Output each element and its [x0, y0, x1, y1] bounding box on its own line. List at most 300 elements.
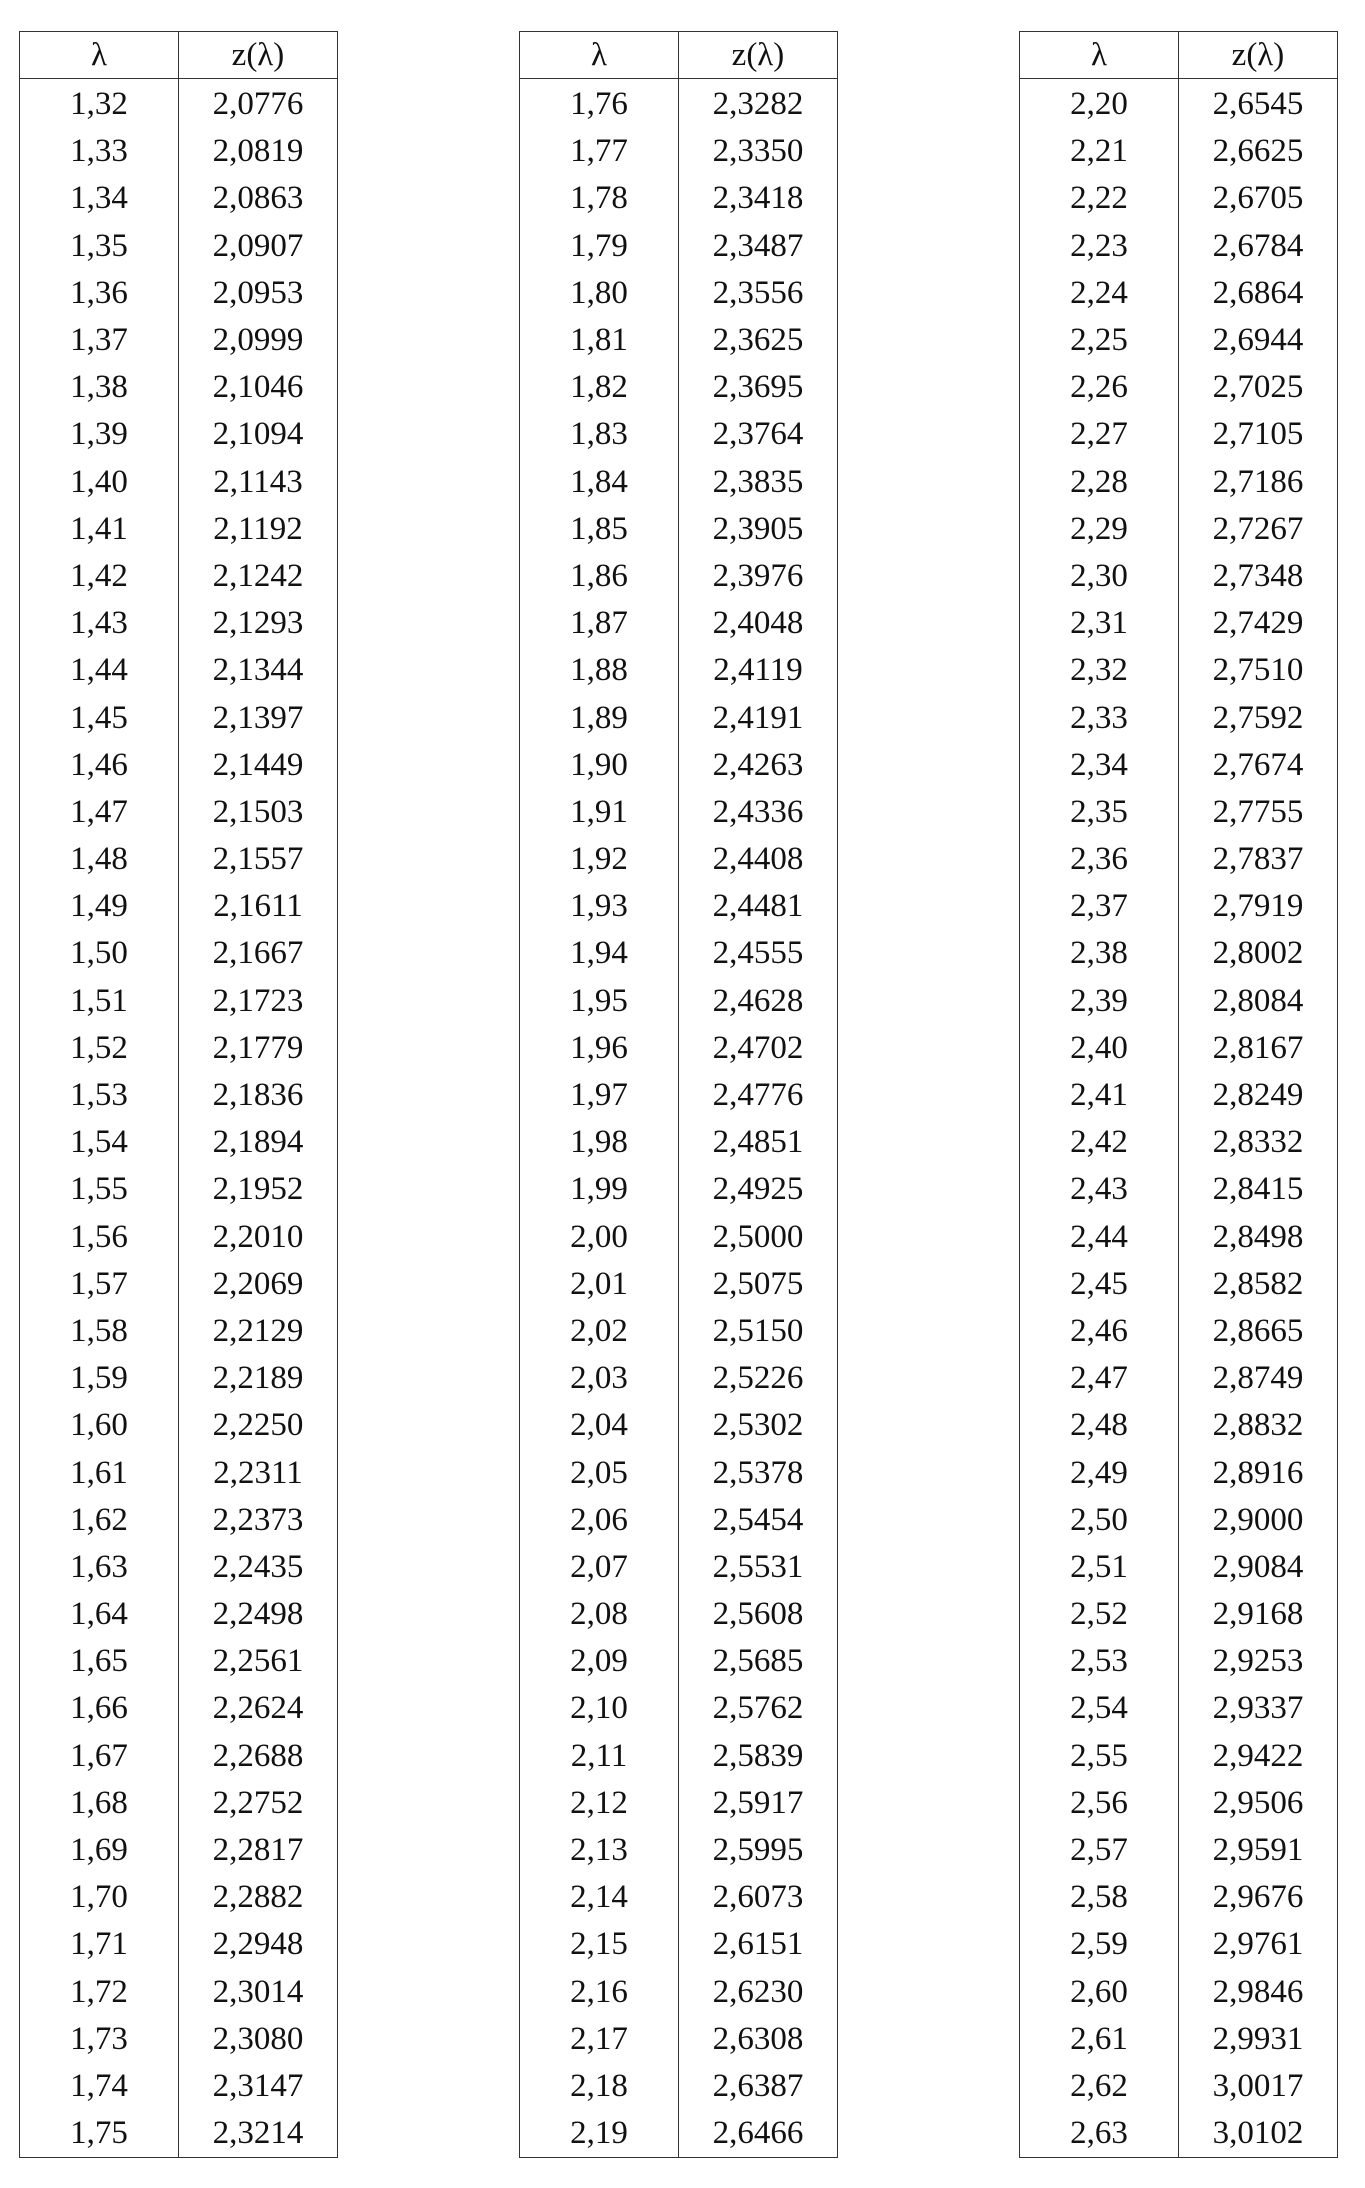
z-value-cell: 2,3905 — [679, 506, 838, 553]
lambda-cell: 2,35 — [1020, 789, 1179, 836]
table-row — [520, 1355, 838, 1402]
lambda-cell: 2,36 — [1020, 836, 1179, 883]
z-value-cell: 2,1894 — [179, 1119, 338, 1166]
z-value-cell: 2,5000 — [679, 1214, 838, 1261]
z-value-cell: 2,1242 — [179, 553, 338, 600]
z-value-cell: 2,8084 — [1179, 978, 1338, 1025]
z-value-cell: 2,1723 — [179, 978, 338, 1025]
lambda-cell: 2,02 — [520, 1308, 679, 1355]
lambda-cell: 1,33 — [20, 128, 179, 175]
z-value-cell: 2,1094 — [179, 411, 338, 458]
lambda-cell: 1,34 — [20, 175, 179, 222]
table-row — [20, 128, 338, 175]
table-row — [1020, 459, 1338, 506]
z-value-cell: 2,0953 — [179, 270, 338, 317]
lambda-cell: 1,92 — [520, 836, 679, 883]
table-row — [1020, 128, 1338, 175]
table-row — [20, 1497, 338, 1544]
lambda-cell: 1,43 — [20, 600, 179, 647]
lambda-cell: 2,56 — [1020, 1780, 1179, 1827]
lambda-cell: 2,58 — [1020, 1874, 1179, 1921]
lambda-cell: 1,50 — [20, 930, 179, 977]
z-value-cell: 2,3625 — [679, 317, 838, 364]
table-row — [1020, 79, 1338, 129]
lambda-cell: 2,49 — [1020, 1449, 1179, 1496]
z-value-cell: 2,1779 — [179, 1025, 338, 1072]
z-value-cell: 2,9422 — [1179, 1733, 1338, 1780]
z-value-cell: 2,5531 — [679, 1544, 838, 1591]
table-row — [1020, 694, 1338, 741]
z-value-cell: 2,2498 — [179, 1591, 338, 1638]
table-row — [20, 930, 338, 977]
lambda-cell: 1,38 — [20, 364, 179, 411]
z-value-cell: 2,4481 — [679, 883, 838, 930]
table-row — [520, 647, 838, 694]
z-value-cell: 2,7186 — [1179, 459, 1338, 506]
table-row — [520, 1969, 838, 2016]
table-body — [520, 79, 838, 2158]
lambda-cell: 1,98 — [520, 1119, 679, 1166]
table-row — [1020, 1780, 1338, 1827]
table-row — [520, 1544, 838, 1591]
z-value-cell: 2,3282 — [679, 79, 838, 129]
table-row — [520, 1402, 838, 1449]
z-value-cell: 2,8332 — [1179, 1119, 1338, 1166]
table-row — [1020, 836, 1338, 883]
lambda-cell: 2,03 — [520, 1355, 679, 1402]
lambda-cell: 1,94 — [520, 930, 679, 977]
table-row — [1020, 1921, 1338, 1968]
table-row — [520, 742, 838, 789]
lambda-cell: 2,22 — [1020, 175, 1179, 222]
table-row — [520, 1638, 838, 1685]
lambda-cell: 2,31 — [1020, 600, 1179, 647]
lambda-cell: 1,65 — [20, 1638, 179, 1685]
lambda-cell: 1,81 — [520, 317, 679, 364]
z-value-cell: 2,7755 — [1179, 789, 1338, 836]
lambda-cell: 2,07 — [520, 1544, 679, 1591]
lambda-cell: 1,88 — [520, 647, 679, 694]
table-row — [520, 1166, 838, 1213]
z-value-cell: 2,8498 — [1179, 1214, 1338, 1261]
z-value-cell: 2,2250 — [179, 1402, 338, 1449]
z-value-cell: 2,3976 — [679, 553, 838, 600]
z-value-cell: 2,6230 — [679, 1969, 838, 2016]
lambda-cell: 2,48 — [1020, 1402, 1179, 1449]
z-value-cell: 2,2311 — [179, 1449, 338, 1496]
lambda-cell: 2,29 — [1020, 506, 1179, 553]
z-value-cell: 2,1293 — [179, 600, 338, 647]
table-row — [20, 459, 338, 506]
z-value-cell: 2,4628 — [679, 978, 838, 1025]
lambda-cell: 2,25 — [1020, 317, 1179, 364]
table-row — [20, 694, 338, 741]
z-value-cell: 2,9846 — [1179, 1969, 1338, 2016]
lambda-cell: 1,73 — [20, 2016, 179, 2063]
table-row — [20, 1827, 338, 1874]
table-row — [1020, 1308, 1338, 1355]
lambda-cell: 2,44 — [1020, 1214, 1179, 1261]
z-value-cell: 2,4851 — [679, 1119, 838, 1166]
lambda-cell: 1,54 — [20, 1119, 179, 1166]
lambda-cell: 1,86 — [520, 553, 679, 600]
table-row — [520, 1685, 838, 1732]
table-row — [20, 1921, 338, 1968]
table-row — [20, 2016, 338, 2063]
table-row — [1020, 2110, 1338, 2158]
table-row — [1020, 1591, 1338, 1638]
table-row — [520, 1072, 838, 1119]
z-value-cell: 2,7105 — [1179, 411, 1338, 458]
table-row — [20, 175, 338, 222]
lambda-cell: 2,06 — [520, 1497, 679, 1544]
lambda-column-header: λ — [1020, 32, 1179, 79]
lambda-cell: 1,82 — [520, 364, 679, 411]
z-value-cell: 2,6466 — [679, 2110, 838, 2158]
lambda-cell: 1,36 — [20, 270, 179, 317]
table-row — [1020, 883, 1338, 930]
lambda-cell: 2,39 — [1020, 978, 1179, 1025]
table-row — [520, 459, 838, 506]
z-value-cell: 2,1143 — [179, 459, 338, 506]
table-row — [520, 2016, 838, 2063]
table-row — [520, 694, 838, 741]
lambda-cell: 2,26 — [1020, 364, 1179, 411]
z-value-cell: 2,5995 — [679, 1827, 838, 1874]
z-value-cell: 2,5685 — [679, 1638, 838, 1685]
table-row — [1020, 1072, 1338, 1119]
table-row — [1020, 1025, 1338, 1072]
lambda-cell: 1,80 — [520, 270, 679, 317]
lambda-cell: 2,18 — [520, 2063, 679, 2110]
z-value-cell: 2,2010 — [179, 1214, 338, 1261]
z-value-cell: 3,0017 — [1179, 2063, 1338, 2110]
lambda-cell: 2,19 — [520, 2110, 679, 2158]
lambda-cell: 2,00 — [520, 1214, 679, 1261]
lambda-cell: 1,35 — [20, 223, 179, 270]
z-value-cell: 2,8665 — [1179, 1308, 1338, 1355]
table-row — [1020, 2063, 1338, 2110]
table-row — [1020, 1969, 1338, 2016]
z-value-cell: 2,3556 — [679, 270, 838, 317]
table-row — [1020, 175, 1338, 222]
lambda-cell: 1,97 — [520, 1072, 679, 1119]
z-value-cell: 2,7837 — [1179, 836, 1338, 883]
lambda-cell: 1,84 — [520, 459, 679, 506]
z-value-cell: 2,9761 — [1179, 1921, 1338, 1968]
lambda-cell: 1,69 — [20, 1827, 179, 1874]
z-value-cell: 2,0819 — [179, 128, 338, 175]
z-value-cell: 2,0776 — [179, 79, 338, 129]
z-value-cell: 2,4776 — [679, 1072, 838, 1119]
lambda-cell: 2,15 — [520, 1921, 679, 1968]
lambda-cell: 2,54 — [1020, 1685, 1179, 1732]
lambda-cell: 1,85 — [520, 506, 679, 553]
table-row — [1020, 553, 1338, 600]
z-lambda-table-1 — [19, 31, 338, 2158]
lambda-cell: 1,40 — [20, 459, 179, 506]
z-value-cell: 2,3487 — [679, 223, 838, 270]
table-header-row — [520, 32, 838, 79]
z-value-cell: 2,1952 — [179, 1166, 338, 1213]
z-value-cell: 2,7348 — [1179, 553, 1338, 600]
table-row — [520, 789, 838, 836]
lambda-cell: 1,75 — [20, 2110, 179, 2158]
z-value-cell: 2,8249 — [1179, 1072, 1338, 1119]
table-row — [20, 317, 338, 364]
table-row — [1020, 1638, 1338, 1685]
z-value-cell: 2,6151 — [679, 1921, 838, 1968]
z-value-cell: 2,0863 — [179, 175, 338, 222]
table-row — [520, 175, 838, 222]
z-value-cell: 2,8832 — [1179, 1402, 1338, 1449]
table-row — [20, 506, 338, 553]
lambda-cell: 1,61 — [20, 1449, 179, 1496]
table-row — [1020, 742, 1338, 789]
lambda-cell: 2,08 — [520, 1591, 679, 1638]
lambda-cell: 2,61 — [1020, 2016, 1179, 2063]
table-row — [1020, 1544, 1338, 1591]
z-value-cell: 2,5454 — [679, 1497, 838, 1544]
z-value-cell: 2,3695 — [679, 364, 838, 411]
z-value-cell: 2,8415 — [1179, 1166, 1338, 1213]
z-value-cell: 2,5226 — [679, 1355, 838, 1402]
z-value-cell: 2,2189 — [179, 1355, 338, 1402]
z-value-cell: 2,4925 — [679, 1166, 838, 1213]
z-value-cell: 2,1192 — [179, 506, 338, 553]
table-row — [520, 1214, 838, 1261]
z-value-cell: 2,2069 — [179, 1261, 338, 1308]
table-row — [1020, 789, 1338, 836]
table-row — [20, 742, 338, 789]
z-value-cell: 2,4555 — [679, 930, 838, 977]
z-value-cell: 2,5378 — [679, 1449, 838, 1496]
lambda-cell: 1,87 — [520, 600, 679, 647]
lambda-cell: 1,89 — [520, 694, 679, 741]
z-value-cell: 2,1046 — [179, 364, 338, 411]
z-value-cell: 2,4119 — [679, 647, 838, 694]
lambda-cell: 1,95 — [520, 978, 679, 1025]
z-value-cell: 2,2882 — [179, 1874, 338, 1921]
lambda-cell: 1,58 — [20, 1308, 179, 1355]
table-row — [520, 1874, 838, 1921]
z-value-cell: 2,6944 — [1179, 317, 1338, 364]
table-row — [20, 223, 338, 270]
table-body — [1020, 79, 1338, 2158]
lambda-cell: 1,53 — [20, 1072, 179, 1119]
z-value-cell: 2,7025 — [1179, 364, 1338, 411]
lambda-cell: 1,52 — [20, 1025, 179, 1072]
lambda-cell: 1,48 — [20, 836, 179, 883]
z-value-cell: 2,0999 — [179, 317, 338, 364]
table-row — [520, 506, 838, 553]
table-header-row — [1020, 32, 1338, 79]
lambda-cell: 2,23 — [1020, 223, 1179, 270]
lambda-cell: 2,27 — [1020, 411, 1179, 458]
lambda-cell: 1,32 — [20, 79, 179, 129]
lambda-cell: 1,37 — [20, 317, 179, 364]
table-row — [1020, 317, 1338, 364]
z-value-cell: 2,8749 — [1179, 1355, 1338, 1402]
z-value-cell: 2,3835 — [679, 459, 838, 506]
table-row — [1020, 364, 1338, 411]
table-row — [520, 1921, 838, 1968]
table-row — [520, 1025, 838, 1072]
table-row — [20, 1544, 338, 1591]
table-row — [1020, 1119, 1338, 1166]
z-value-cell: 2,3418 — [679, 175, 838, 222]
table-row — [20, 883, 338, 930]
table-row — [520, 2110, 838, 2158]
z-value-cell: 2,1611 — [179, 883, 338, 930]
z-value-cell: 2,2373 — [179, 1497, 338, 1544]
lambda-cell: 2,10 — [520, 1685, 679, 1732]
table-row — [1020, 1685, 1338, 1732]
table-row — [1020, 978, 1338, 1025]
lambda-cell: 2,37 — [1020, 883, 1179, 930]
lambda-cell: 2,57 — [1020, 1827, 1179, 1874]
z-value-cell: 2,4048 — [679, 600, 838, 647]
z-value-cell: 2,4702 — [679, 1025, 838, 1072]
z-value-cell: 2,3764 — [679, 411, 838, 458]
z-value-cell: 2,6545 — [1179, 79, 1338, 129]
z-value-cell: 2,7267 — [1179, 506, 1338, 553]
lambda-cell: 1,41 — [20, 506, 179, 553]
lambda-cell: 2,55 — [1020, 1733, 1179, 1780]
z-value-cell: 2,7674 — [1179, 742, 1338, 789]
z-value-cell: 2,6387 — [679, 2063, 838, 2110]
lambda-column-header: λ — [520, 32, 679, 79]
lambda-cell: 2,43 — [1020, 1166, 1179, 1213]
table-row — [520, 978, 838, 1025]
lambda-cell: 2,21 — [1020, 128, 1179, 175]
lambda-cell: 2,11 — [520, 1733, 679, 1780]
lambda-cell: 1,55 — [20, 1166, 179, 1213]
z-value-cell: 2,2129 — [179, 1308, 338, 1355]
z-value-cell: 2,1836 — [179, 1072, 338, 1119]
table-row — [520, 1449, 838, 1496]
lambda-cell: 1,90 — [520, 742, 679, 789]
lambda-cell: 1,93 — [520, 883, 679, 930]
z-value-cell: 2,3080 — [179, 2016, 338, 2063]
table-row — [1020, 1874, 1338, 1921]
table-row — [20, 364, 338, 411]
lambda-cell: 2,60 — [1020, 1969, 1179, 2016]
lambda-cell: 2,41 — [1020, 1072, 1179, 1119]
table-row — [20, 1119, 338, 1166]
lambda-cell: 2,20 — [1020, 79, 1179, 129]
lambda-cell: 1,71 — [20, 1921, 179, 1968]
lambda-cell: 2,17 — [520, 2016, 679, 2063]
table-row — [1020, 270, 1338, 317]
lambda-cell: 2,59 — [1020, 1921, 1179, 1968]
z-value-cell: 2,7919 — [1179, 883, 1338, 930]
z-value-cell: 2,7510 — [1179, 647, 1338, 694]
table-body — [20, 79, 338, 2158]
z-value-cell: 2,9931 — [1179, 2016, 1338, 2063]
table-row — [1020, 600, 1338, 647]
z-column-header: z(λ) — [179, 32, 338, 79]
lambda-cell: 2,09 — [520, 1638, 679, 1685]
table-row — [1020, 930, 1338, 977]
table-row — [20, 1733, 338, 1780]
table-row — [520, 79, 838, 129]
table-row — [20, 411, 338, 458]
z-lambda-table-3 — [1019, 31, 1338, 2158]
lambda-cell: 1,42 — [20, 553, 179, 600]
z-value-cell: 2,2561 — [179, 1638, 338, 1685]
table-row — [20, 836, 338, 883]
table-row — [20, 1449, 338, 1496]
lambda-cell: 1,59 — [20, 1355, 179, 1402]
z-value-cell: 2,0907 — [179, 223, 338, 270]
lambda-cell: 2,12 — [520, 1780, 679, 1827]
lambda-cell: 1,47 — [20, 789, 179, 836]
table-row — [20, 1261, 338, 1308]
table-row — [520, 553, 838, 600]
z-value-cell: 2,2435 — [179, 1544, 338, 1591]
table-row — [1020, 223, 1338, 270]
z-value-cell: 2,4408 — [679, 836, 838, 883]
lambda-cell: 2,04 — [520, 1402, 679, 1449]
z-value-cell: 2,9253 — [1179, 1638, 1338, 1685]
z-value-cell: 2,1557 — [179, 836, 338, 883]
z-value-cell: 2,6705 — [1179, 175, 1338, 222]
table-row — [1020, 411, 1338, 458]
lambda-cell: 1,67 — [20, 1733, 179, 1780]
lambda-cell: 1,64 — [20, 1591, 179, 1638]
table-row — [1020, 1497, 1338, 1544]
lambda-cell: 2,42 — [1020, 1119, 1179, 1166]
z-value-cell: 2,5917 — [679, 1780, 838, 1827]
table-row — [20, 1308, 338, 1355]
lambda-cell: 2,52 — [1020, 1591, 1179, 1638]
lambda-column-header: λ — [20, 32, 179, 79]
table-row — [520, 128, 838, 175]
z-value-cell: 2,3147 — [179, 2063, 338, 2110]
table-row — [20, 553, 338, 600]
table-row — [20, 270, 338, 317]
lambda-cell: 1,78 — [520, 175, 679, 222]
table-row — [520, 1119, 838, 1166]
lambda-cell: 2,46 — [1020, 1308, 1179, 1355]
lambda-cell: 1,62 — [20, 1497, 179, 1544]
table-row — [520, 1827, 838, 1874]
z-value-cell: 2,5150 — [679, 1308, 838, 1355]
lambda-cell: 2,32 — [1020, 647, 1179, 694]
table-header-row — [20, 32, 338, 79]
lambda-cell: 1,79 — [520, 223, 679, 270]
table-row — [20, 1969, 338, 2016]
table-row — [20, 1591, 338, 1638]
z-value-cell: 2,7429 — [1179, 600, 1338, 647]
table-row — [520, 883, 838, 930]
lambda-cell: 1,51 — [20, 978, 179, 1025]
table-row — [520, 1591, 838, 1638]
table-row — [20, 1874, 338, 1921]
table-row — [20, 789, 338, 836]
lambda-cell: 1,60 — [20, 1402, 179, 1449]
lambda-cell: 2,47 — [1020, 1355, 1179, 1402]
lambda-cell: 2,51 — [1020, 1544, 1179, 1591]
lambda-cell: 1,83 — [520, 411, 679, 458]
z-value-cell: 2,2817 — [179, 1827, 338, 1874]
lambda-cell: 2,13 — [520, 1827, 679, 1874]
z-value-cell: 2,5762 — [679, 1685, 838, 1732]
z-value-cell: 2,3014 — [179, 1969, 338, 2016]
table-row — [1020, 647, 1338, 694]
table-row — [520, 1308, 838, 1355]
